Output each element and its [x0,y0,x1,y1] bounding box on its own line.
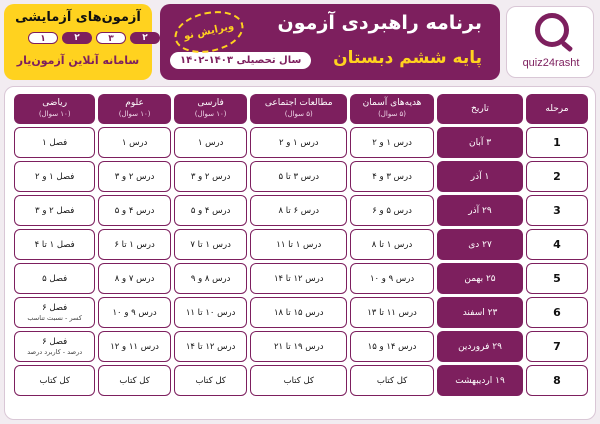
header-date: تاریخ [437,94,523,124]
date-cell: ۳ آبان [437,127,523,158]
motaleat-cell: درس ۱۹ تا ۲۱ [250,331,347,362]
motaleat-cell: درس ۶ تا ۸ [250,195,347,226]
table-row [14,161,588,192]
exam-pill: ۲ [62,32,92,44]
exam-pill: ۲ [130,32,160,44]
exam-info-box [4,4,152,80]
olum-cell: درس ۹ و ۱۰ [98,297,170,328]
date-cell: ۲۹ فروردین [437,331,523,362]
brand-site-name: quiz24rasht [522,57,580,69]
page-title: برنامه راهبردی آزمون [277,12,482,34]
exam-pill: ۳ [96,32,126,44]
exam-pill: ۱ [28,32,58,44]
farsi-cell: درس ۱۰ تا ۱۱ [174,297,248,328]
grade-title: پایه ششم دبستان [333,48,482,68]
hediye-cell: درس ۹ و ۱۰ [350,263,434,294]
stage-cell: 5 [526,263,588,294]
olum-cell: درس ۷ و ۸ [98,263,170,294]
header-hediye: هدیه‌های آسمان (۵ سوال) [350,94,434,124]
table-header-row [14,94,588,124]
riazi-cell: فصل ۶ درصد - کاربرد درصد [14,331,95,362]
hediye-cell: درس ۱ و ۲ [350,127,434,158]
hediye-cell: درس ۱ تا ۸ [350,229,434,260]
olum-cell: درس ۲ و ۳ [98,161,170,192]
stage-cell: 1 [526,127,588,158]
date-cell: ۲۷ دی [437,229,523,260]
table-row [14,229,588,260]
date-cell: ۲۵ بهمن [437,263,523,294]
riazi-cell: فصل ۱ تا ۴ [14,229,95,260]
exam-title: آزمون‌های آزمایشی [15,10,141,25]
farsi-cell: درس ۱۲ تا ۱۴ [174,331,248,362]
table-row [14,331,588,362]
quiz-logo-icon [535,13,569,47]
olum-cell: درس ۱۱ و ۱۲ [98,331,170,362]
riazi-note: کسر - نسبت تناسب [27,313,82,322]
table-row [14,297,588,328]
stage-cell: 8 [526,365,588,396]
riazi-cell: فصل ۶ کسر - نسبت تناسب [14,297,95,328]
motaleat-cell: درس ۳ تا ۵ [250,161,347,192]
table-row [14,195,588,226]
header-motaleat: مطالعات اجتماعی (۵ سوال) [250,94,347,124]
farsi-cell: درس ۱ تا ۷ [174,229,248,260]
motaleat-cell: درس ۱۵ تا ۱۸ [250,297,347,328]
riazi-cell: فصل ۵ [14,263,95,294]
riazi-note: درصد - کاربرد درصد [27,347,83,356]
farsi-cell: درس ۸ و ۹ [174,263,248,294]
olum-cell: کل کتاب [98,365,170,396]
date-cell: ۲۹ آذر [437,195,523,226]
motaleat-cell: کل کتاب [250,365,347,396]
farsi-cell: درس ۱ [174,127,248,158]
title-banner [160,4,500,80]
motaleat-cell: درس ۱ تا ۱۱ [250,229,347,260]
stage-cell: 6 [526,297,588,328]
new-edition-stamp: ویرایش نو [171,5,248,59]
olum-cell: درس ۱ [98,127,170,158]
brand-logo-box[interactable] [506,6,594,78]
olum-cell: درس ۱ تا ۶ [98,229,170,260]
farsi-cell: کل کتاب [174,365,248,396]
farsi-cell: درس ۴ و ۵ [174,195,248,226]
hediye-cell: درس ۱۱ تا ۱۳ [350,297,434,328]
schedule-table [11,91,591,399]
stage-cell: 2 [526,161,588,192]
date-cell: ۱۹ اردیبهشت [437,365,523,396]
table-row [14,365,588,396]
header-stage: مرحله [526,94,588,124]
stage-cell: 7 [526,331,588,362]
header-farsi: فارسی (۱۰ سوال) [174,94,248,124]
farsi-cell: درس ۲ و ۳ [174,161,248,192]
table-row [14,263,588,294]
riazi-cell: کل کتاب [14,365,95,396]
stage-cell: 3 [526,195,588,226]
hediye-cell: درس ۵ و ۶ [350,195,434,226]
stage-cell: 4 [526,229,588,260]
riazi-cell: فصل ۱ [14,127,95,158]
olum-cell: درس ۴ و ۵ [98,195,170,226]
date-cell: ۲۳ اسفند [437,297,523,328]
schedule-table-container [4,86,596,420]
hediye-cell: درس ۱۴ و ۱۵ [350,331,434,362]
riazi-cell: فصل ۲ و ۳ [14,195,95,226]
motaleat-cell: درس ۱۲ تا ۱۴ [250,263,347,294]
exam-subtitle: سامانه آنلاین آزمون‌یار [16,54,140,67]
hediye-cell: درس ۳ و ۴ [350,161,434,192]
exam-pills [28,32,160,44]
hediye-cell: کل کتاب [350,365,434,396]
header-olum: علوم (۱۰ سوال) [98,94,170,124]
academic-year-badge: سال تحصیلی ۱۴۰۳-۱۴۰۲ [170,52,311,69]
riazi-cell: فصل ۱ و ۲ [14,161,95,192]
date-cell: ۱ آذر [437,161,523,192]
table-row [14,127,588,158]
motaleat-cell: درس ۱ و ۲ [250,127,347,158]
header-riazi: ریاضی (۱۰ سوال) [14,94,95,124]
